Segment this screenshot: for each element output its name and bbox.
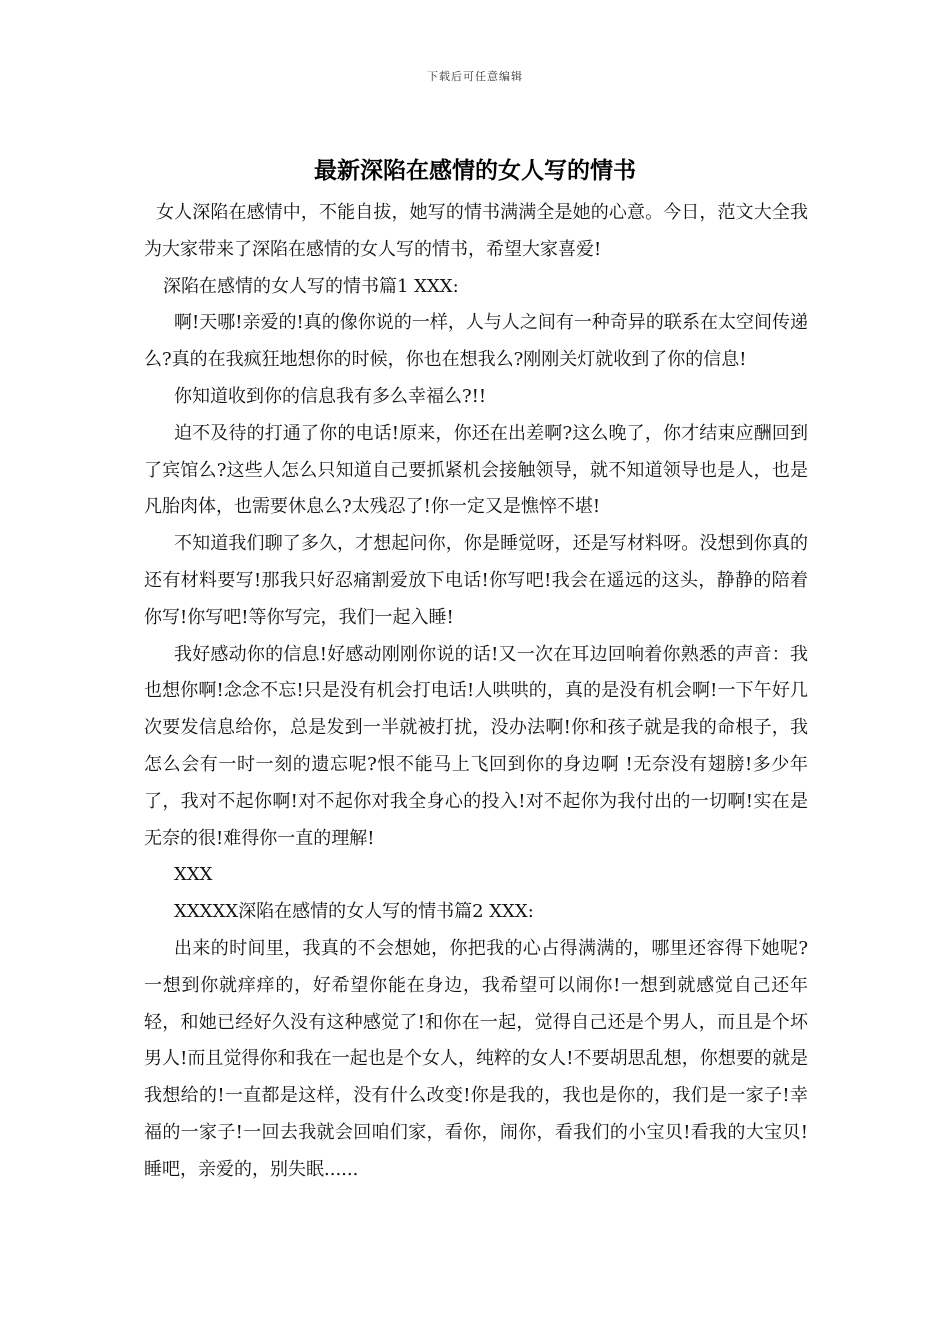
paragraph-heading-1: 深陷在感情的女人写的情书篇1 XXX: (163, 275, 459, 297)
paragraph: 出来的时间里，我真的不会想她，你把我的心占得满满的，哪里还容得下她呢?一想到你就痒痒的，好希望你能在身边，我希望可以闹你!一想到就感觉自己还年轻，和她已经好久没有这种感觉了!和你在一起，觉得自己还是个男人，而且是个坏男人!而且觉得你和我在一起也是个女人，纯粹的女人!不要胡思乱想，你想要的就是我想给的!一直都是这样，没有什么改变!你是我的，我也是你的，我们是一家子!幸福的一家子!一回去我就会回咱们家，看你，闹你，看我们的小宝贝!看我的大宝贝!睡吧，亲爱的，别失眠...... (144, 937, 808, 1180)
paragraph-intro: 女人深陷在感情中，不能自拔，她写的情书满满全是她的心意。今日，范文大全我为大家带来了深陷在感情的女人写的情书，希望大家喜爱! (144, 202, 808, 260)
paragraph: 你知道收到你的信息我有多么幸福么?!! (174, 385, 487, 407)
paragraph: 迫不及待的打通了你的电话!原来，你还在出差啊?这么晚了，你才结束应酬回到了宾馆么?这些人怎么只知道自己要抓紧机会接触领导，就不知道领导也是人，也是凡胎肉体，也需要休息么?太残忍了!你一定又是憔悴不堪! (144, 422, 808, 518)
paragraph-signature: XXX (174, 864, 213, 886)
paragraph: 我好感动你的信息!好感动刚刚你说的话!又一次在耳边回响着你熟悉的声音：我也想你啊!念念不忘!只是没有机会打电话!人哄哄的，真的是没有机会啊!一下午好几次要发信息给你，总是发到一半就被打扰，没办法啊!你和孩子就是我的命根子，我怎么会有一时一刻的遗忘呢?恨不能马上飞回到你的身边啊 !无奈没有翅膀!多少年了，我对不起你啊!对不起你对我全身心的投入!对不起你为我付出的一切啊!实在是无奈的很!难得你一直的理解! (144, 643, 808, 849)
paragraph-heading-2: XXXXX深陷在感情的女人写的情书篇2 XXX: (174, 901, 534, 923)
paragraph: 啊!天哪!亲爱的!真的像你说的一样，人与人之间有一种奇异的联系在太空间传递么?真的在我疯狂地想你的时候，你也在想我么?刚刚关灯就收到了你的信息! (144, 312, 808, 371)
document-body (144, 195, 808, 1189)
header-note: 下载后可任意编辑 (427, 70, 523, 83)
document-title: 最新深陷在感情的女人写的情书 (314, 157, 636, 184)
paragraph: 不知道我们聊了多久，才想起问你，你是睡觉呀，还是写材料呀。没想到你真的还有材料要写!那我只好忍痛割爱放下电话!你写吧!我会在遥远的这头，静静的陪着你写!你写吧!等你写完，我们一起入睡! (144, 533, 808, 628)
